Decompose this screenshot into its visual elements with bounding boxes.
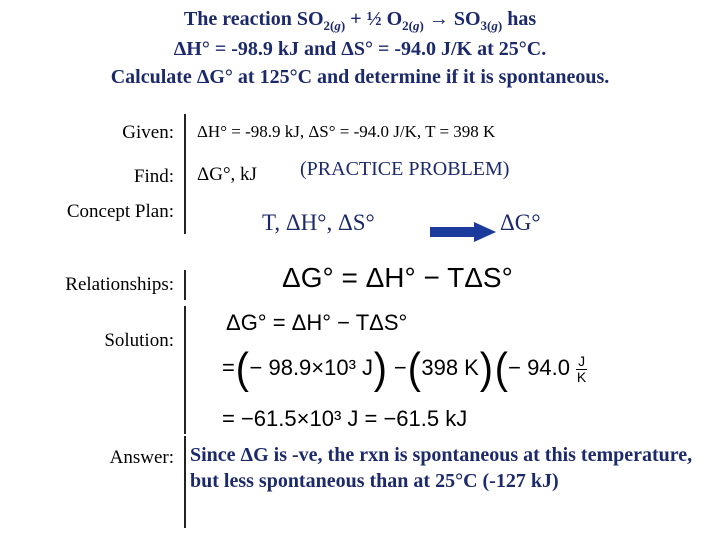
close-paren: ) <box>373 344 387 394</box>
divider-solution <box>184 306 186 434</box>
divider-answer <box>184 436 186 528</box>
fraction-numerator: J <box>578 352 586 369</box>
temperature-term: 398 K <box>421 355 479 380</box>
find-label: Find: <box>133 166 174 187</box>
solution-minus: − <box>393 355 407 380</box>
fraction-denominator: K <box>576 368 587 385</box>
concept-plan-arrow-icon <box>430 222 496 242</box>
given-label: Given: <box>122 122 174 143</box>
problem-statement-line-1: The reaction $SO_{2(g)}$ + ½ $O_{2(g)} \to SO_{3(g)}$ has <box>183 8 537 33</box>
concept-plan-inputs: T, ΔH°, ΔS° <box>262 210 375 235</box>
practice-problem-note: (PRACTICE PROBLEM) <box>300 158 510 180</box>
open-paren: ( <box>407 344 421 394</box>
given-values: ΔH° = -98.9 kJ, ΔS° = -94.0 J/K, T = 398 K <box>197 122 496 141</box>
open-paren: ( <box>235 344 249 394</box>
concept-plan-label: Concept Plan: <box>66 201 174 222</box>
find-value: ΔG°, kJ <box>197 164 257 185</box>
unit-fraction <box>576 354 587 385</box>
close-paren: ) <box>479 344 493 394</box>
divider-relationships <box>184 270 186 300</box>
solution-line-2 <box>222 342 587 394</box>
open-paren: ( <box>494 344 508 394</box>
answer-label: Answer: <box>109 447 174 468</box>
relationships-label: Relationships: <box>65 274 174 295</box>
delta-s-term: − 94.0 <box>508 355 570 380</box>
solution-line-3: = −61.5×10³ J = −61.5 kJ <box>222 406 468 431</box>
divider-top <box>184 114 186 234</box>
answer-text: Since ΔG is -ve, the rxn is spontaneous at this temperature, but less spontaneous than at 25°C (-127 kJ) <box>190 444 693 492</box>
delta-h-term: − 98.9×10³ J <box>249 355 374 380</box>
concept-plan-output: ΔG° <box>500 210 541 235</box>
solution-equals: = <box>222 355 235 380</box>
relationship-equation: ΔG° = ΔH° − TΔS° <box>282 262 513 293</box>
problem-statement-line-2: ΔH° = -98.9 kJ and ΔS° = -94.0 J/K at 25°C. <box>173 38 547 60</box>
solution-line-1: ΔG° = ΔH° − TΔS° <box>226 310 408 335</box>
solution-label: Solution: <box>104 330 174 351</box>
problem-statement-line-3: Calculate ΔG° at 125°C and determine if it is spontaneous. <box>110 66 610 88</box>
